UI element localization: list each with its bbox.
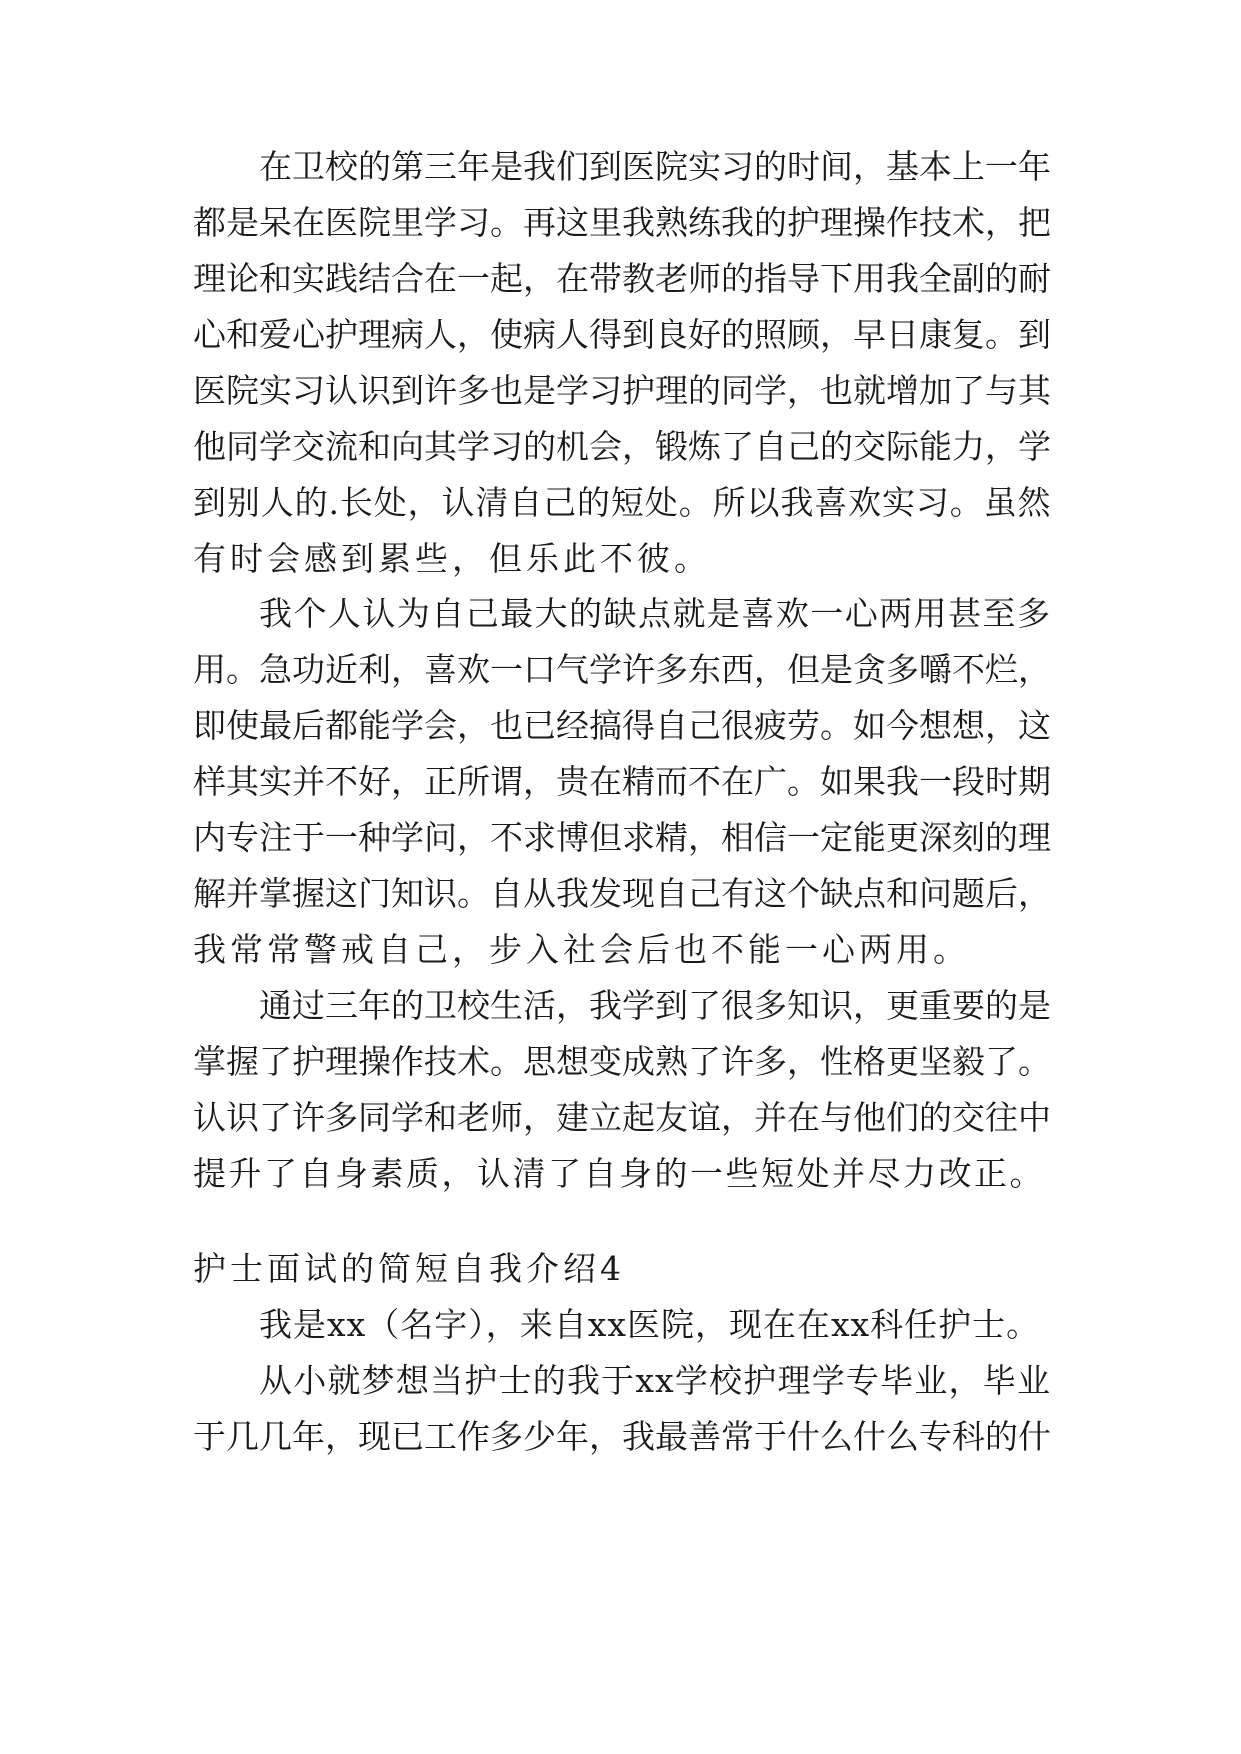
paragraph-2-line-7: 我常常警戒自己，步入社会后也不能一心两用。 — [193, 930, 970, 969]
paragraph-2-line-3: 即使最后都能学会，也已经搞得自己很疲劳。如今想想，这 — [193, 706, 1051, 745]
section-paragraph-2-line-2: 于几几年，现已工作多少年，我最善常于什么什么专科的什 — [193, 1417, 1051, 1456]
paragraph-1-line-6: 他同学交流和向其学习的机会，锻炼了自己的交际能力，学 — [193, 427, 1051, 466]
paragraph-1-line-5: 医院实习认识到许多也是学习护理的同学，也就增加了与其 — [193, 371, 1051, 410]
paragraph-2-line-4: 样其实并不好，正所谓，贵在精而不在广。如果我一段时期 — [193, 762, 1051, 801]
paragraph-1-line-4: 心和爱心护理病人，使病人得到良好的照顾，早日康复。到 — [193, 315, 1051, 354]
paragraph-1-line-3: 理论和实践结合在一起，在带教老师的指导下用我全副的耐 — [193, 259, 1051, 298]
paragraph-3-line-1: 通过三年的卫校生活，我学到了很多知识，更重要的是 — [259, 986, 1051, 1025]
paragraph-2-line-1: 我个人认为自己最大的缺点就是喜欢一心两用甚至多 — [259, 594, 1051, 633]
document-page — [193, 0, 1051, 1754]
paragraph-3-line-2: 掌握了护理操作技术。思想变成熟了许多，性格更坚毅了。 — [193, 1042, 1051, 1081]
paragraph-2-line-2: 用。急功近利，喜欢一口气学许多东西，但是贪多嚼不烂， — [193, 650, 1051, 689]
paragraph-3-line-3: 认识了许多同学和老师，建立起友谊，并在与他们的交往中 — [193, 1098, 1051, 1137]
paragraph-1-line-8: 有时会感到累些，但乐此不彼。 — [193, 539, 711, 578]
section-paragraph-2-line-1: 从小就梦想当护士的我于xx学校护理学专毕业，毕业 — [259, 1361, 1051, 1400]
paragraph-2-line-5: 内专注于一种学问，不求博但求精，相信一定能更深刻的理 — [193, 818, 1051, 857]
paragraph-1-line-1: 在卫校的第三年是我们到医院实习的时间，基本上一年 — [259, 147, 1051, 186]
paragraph-1-line-2: 都是呆在医院里学习。再这里我熟练我的护理操作技术，把 — [193, 203, 1051, 242]
paragraph-1-line-7: 到别人的.长处，认清自己的短处。所以我喜欢实习。虽然 — [193, 483, 1051, 522]
paragraph-3-line-4: 提升了自身素质，认清了自身的一些短处并尽力改正。 — [193, 1154, 1045, 1193]
paragraph-2-line-6: 解并掌握这门知识。自从我发现自己有这个缺点和问题后， — [193, 874, 1051, 913]
section-heading: 护士面试的简短自我介绍4 — [193, 1249, 625, 1288]
section-paragraph-1-line-1: 我是xx（名字），来自xx医院，现在在xx科任护士。 — [259, 1305, 1041, 1344]
